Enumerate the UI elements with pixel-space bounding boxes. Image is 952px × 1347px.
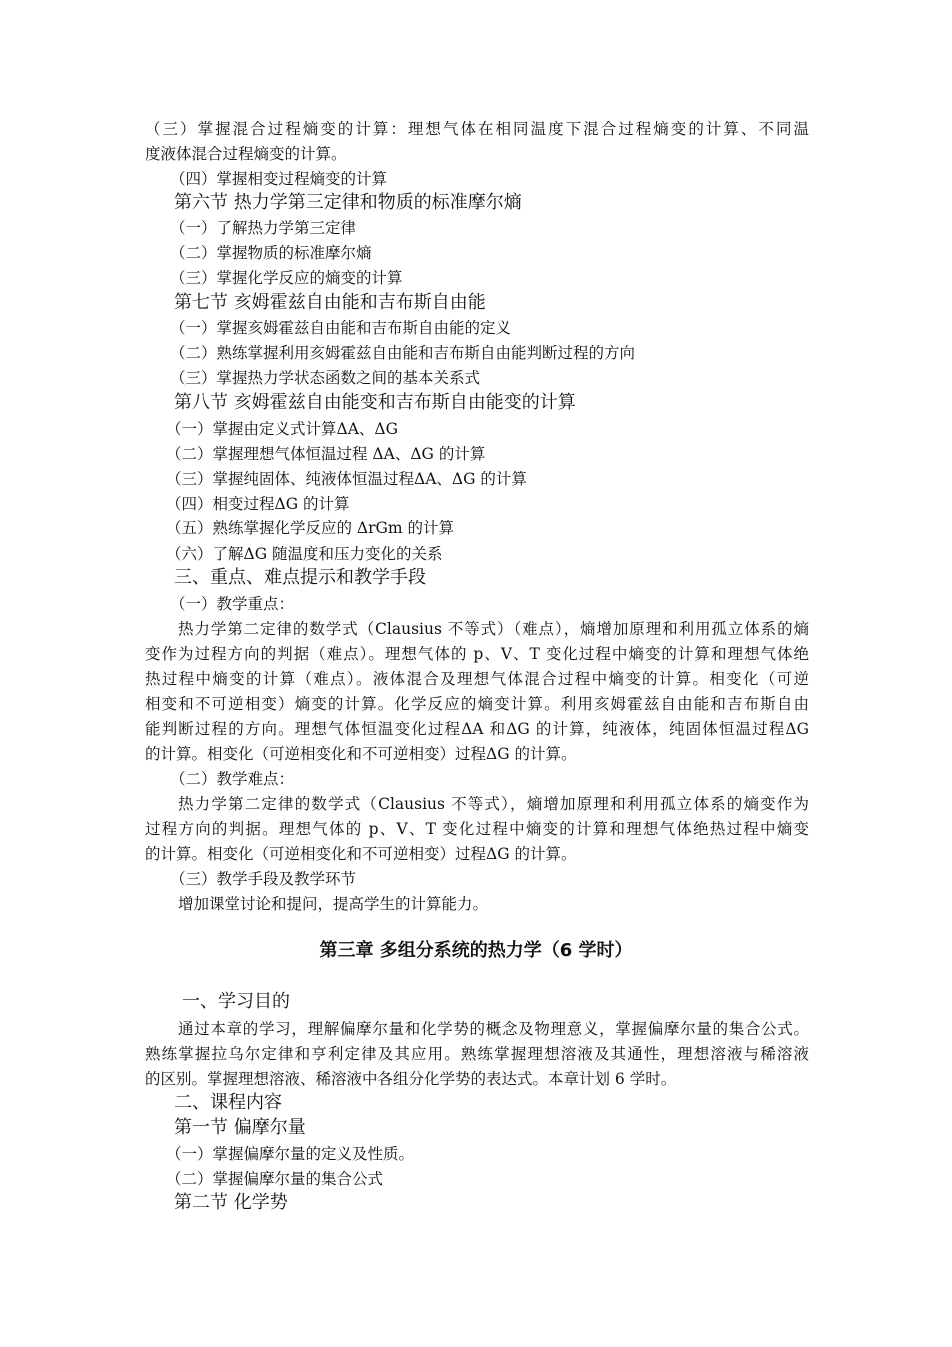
section-heading: 第二节 化学势 (174, 1192, 288, 1213)
text-line: （四）掌握相变过程熵变的计算 (170, 170, 388, 188)
text-line: （一）掌握偏摩尔量的定义及性质。 (166, 1145, 415, 1163)
text-line: 的区别。掌握理想溶液、稀溶液中各组分化学势的表达式。本章计划 6 学时。 (145, 1070, 677, 1088)
section-heading: 二、课程内容 (174, 1092, 282, 1113)
text-line: （三）掌握混合过程熵变的计算：理想气体在相同温度下混合过程熵变的计算、不同温 (145, 120, 809, 138)
text-line: 过程方向的判据。理想气体的 p、V、T 变化过程中熵变的计算和理想气体绝热过程中熵变 (145, 820, 809, 838)
text-line: 度液体混合过程熵变的计算。 (145, 145, 347, 163)
text-line: （三）掌握纯固体、纯液体恒温过程ΔA、ΔG 的计算 (166, 470, 527, 488)
text-line: 的计算。相变化（可逆相变化和不可逆相变）过程ΔG 的计算。 (145, 845, 577, 863)
text-line: （四）相变过程ΔG 的计算 (166, 495, 350, 513)
text-line: 通过本章的学习，理解偏摩尔量和化学势的概念及物理意义，掌握偏摩尔量的集合公式。 (178, 1020, 809, 1038)
section-heading: 第六节 热力学第三定律和物质的标准摩尔熵 (174, 192, 522, 213)
text-line: （二）掌握理想气体恒温过程 ΔA、ΔG 的计算 (166, 445, 486, 463)
text-line: （三）教学手段及教学环节 (170, 870, 357, 888)
text-line: （一）了解热力学第三定律 (170, 219, 357, 237)
text-line: （一）掌握亥姆霍兹自由能和吉布斯自由能的定义 (170, 319, 512, 337)
section-heading: 第一节 偏摩尔量 (174, 1117, 306, 1138)
text-line: 相变和不可逆相变）熵变的计算。化学反应的熵变计算。利用亥姆霍兹自由能和吉布斯自由 (145, 695, 809, 713)
text-line: 熟练掌握拉乌尔定律和亨利定律及其应用。熟练掌握理想溶液及其通性，理想溶液与稀溶液 (145, 1045, 809, 1063)
chapter-title: 第三章 多组分系统的热力学（6 学时） (319, 940, 633, 961)
text-line: （二）掌握物质的标准摩尔熵 (170, 244, 372, 262)
section-heading: 第七节 亥姆霍兹自由能和吉布斯自由能 (174, 292, 486, 313)
text-line: （二）掌握偏摩尔量的集合公式 (166, 1170, 384, 1188)
section-heading: 一、学习目的 (182, 991, 290, 1012)
text-line: （五）熟练掌握化学反应的 ΔrGm 的计算 (166, 519, 455, 537)
text-line: 热力学第二定律的数学式（Clausius 不等式），熵增加原理和利用孤立体系的熵变作为 (178, 795, 809, 813)
text-line: （三）掌握热力学状态函数之间的基本关系式 (170, 369, 481, 387)
text-line: （六）了解ΔG 随温度和压力变化的关系 (166, 545, 443, 563)
text-line: （一）教学重点： (170, 595, 295, 613)
text-line: （一）掌握由定义式计算ΔA、ΔG (166, 420, 398, 438)
text-line: 增加课堂讨论和提问，提高学生的计算能力。 (178, 895, 489, 913)
section-heading: 第八节 亥姆霍兹自由能变和吉布斯自由能变的计算 (174, 392, 576, 413)
text-line: 热过程中熵变的计算（难点）。液体混合及理想气体混合过程中熵变的计算。相变化（可逆 (145, 670, 809, 688)
text-line: （三）掌握化学反应的熵变的计算 (170, 269, 403, 287)
text-line: （二）教学难点： (170, 770, 295, 788)
section-heading: 三、重点、难点提示和教学手段 (174, 567, 426, 588)
text-line: 的计算。相变化（可逆相变化和不可逆相变）过程ΔG 的计算。 (145, 745, 577, 763)
text-line: 能判断过程的方向。理想气体恒温变化过程ΔA 和ΔG 的计算，纯液体，纯固体恒温过程ΔG (145, 720, 809, 738)
text-line: 变作为过程方向的判据（难点）。理想气体的 p、V、T 变化过程中熵变的计算和理想气体绝 (145, 645, 809, 663)
text-line: （二）熟练掌握利用亥姆霍兹自由能和吉布斯自由能判断过程的方向 (170, 344, 636, 362)
text-line: 热力学第二定律的数学式（Clausius 不等式）（难点），熵增加原理和利用孤立体系的熵 (178, 620, 809, 638)
